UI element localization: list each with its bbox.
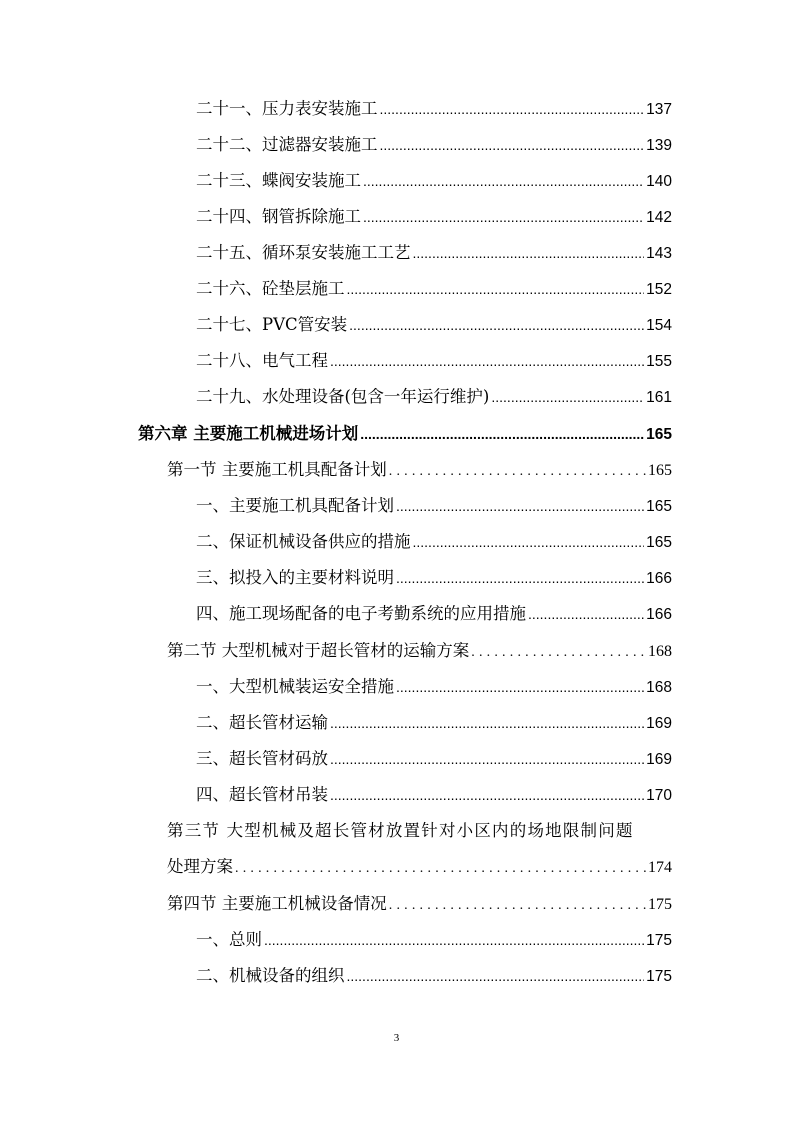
toc-entry-page: 165 (646, 498, 672, 515)
toc-entry-page: 168 (646, 679, 672, 696)
dot-leader (471, 638, 646, 668)
toc-entry[interactable] (196, 563, 672, 593)
toc-entry-page: 140 (646, 173, 672, 190)
toc-entry[interactable] (196, 780, 672, 810)
toc-entry[interactable] (196, 491, 672, 521)
toc-entry-title: 第一节 主要施工机具配备计划 (167, 460, 387, 479)
dot-leader (330, 744, 644, 774)
toc-entry-title: 二十九、水处理设备(包含一年运行维护) (196, 387, 490, 406)
toc-section[interactable] (167, 636, 672, 666)
toc-entry-page: 137 (646, 101, 672, 118)
toc-entry-page: 143 (646, 245, 672, 262)
toc-entry-title: 一、主要施工机具配备计划 (196, 496, 394, 515)
toc-entry[interactable] (196, 130, 672, 160)
dot-leader (347, 961, 645, 991)
toc-entry[interactable] (196, 672, 672, 702)
dot-leader (389, 891, 646, 921)
toc-entry-title: 第六章 主要施工机械进场计划 (138, 424, 359, 443)
toc-entry-page: 142 (646, 209, 672, 226)
toc-entry-title: 一、大型机械装运安全措施 (196, 677, 394, 696)
dot-leader (396, 563, 644, 593)
toc-entry-page: 165 (646, 534, 672, 551)
dot-leader (389, 457, 646, 487)
dot-leader (330, 780, 644, 810)
dot-leader (347, 274, 645, 304)
toc-entry-title: 四、超长管材吊装 (196, 785, 328, 804)
toc-entry-page: 154 (646, 317, 672, 334)
dot-leader (528, 599, 644, 629)
toc-entry[interactable] (196, 202, 672, 232)
dot-leader (413, 527, 645, 557)
toc-entry-title: 二十二、过滤器安装施工 (196, 135, 378, 154)
toc-entry-page: 166 (646, 606, 672, 623)
toc-entry-page: 169 (646, 715, 672, 732)
toc-entry[interactable] (196, 310, 672, 340)
toc-entry[interactable] (196, 274, 672, 304)
toc-section[interactable] (167, 889, 672, 919)
toc-entry-page: 175 (648, 896, 672, 913)
toc-entry[interactable] (196, 708, 672, 738)
toc-section[interactable] (167, 455, 672, 485)
toc-entry-title: 二十四、钢管拆除施工 (196, 207, 361, 226)
toc-entry-title: 第二节 大型机械对于超长管材的运输方案 (167, 641, 470, 660)
toc-entry[interactable] (196, 961, 672, 991)
toc-entry-page: 175 (646, 968, 672, 985)
toc-entry[interactable] (196, 238, 672, 268)
toc-entry[interactable] (196, 599, 672, 629)
toc-entry-title: 一、总则 (196, 930, 262, 949)
dot-leader (264, 925, 644, 955)
toc-entry-page: 175 (646, 932, 672, 949)
toc-entry-title: 三、拟投入的主要材料说明 (196, 568, 394, 587)
toc-entry-title: 二十五、循环泵安装施工工艺 (196, 243, 411, 262)
toc-entry-title: 二十六、砼垫层施工 (196, 279, 345, 298)
toc-entry[interactable] (196, 744, 672, 774)
toc-entry[interactable] (196, 925, 672, 955)
toc-entry-title: 二十八、电气工程 (196, 351, 328, 370)
toc-entry-title: 二、超长管材运输 (196, 713, 328, 732)
toc-entry-page: 170 (646, 787, 672, 804)
toc-section-title-line[interactable]: 第三节 大型机械及超长管材放置针对小区内的场地限制问题 (167, 821, 634, 840)
toc-entry[interactable] (196, 94, 672, 124)
toc-entry-page: 165 (646, 426, 672, 443)
toc-entry-page: 169 (646, 751, 672, 768)
dot-leader (491, 382, 644, 412)
toc-entry-title: 二、机械设备的组织 (196, 966, 345, 985)
toc-entry-page: 139 (646, 137, 672, 154)
toc-entry-page: 161 (646, 389, 672, 406)
dot-leader (363, 202, 644, 232)
dot-leader (380, 130, 645, 160)
dot-leader (413, 238, 645, 268)
dot-leader (396, 672, 644, 702)
toc-entry[interactable] (196, 382, 672, 412)
dot-leader (330, 346, 644, 376)
dot-leader (349, 310, 644, 340)
toc-entry-page: 168 (648, 643, 672, 660)
toc-entry-title: 二十一、压力表安装施工 (196, 99, 378, 118)
toc-entry[interactable] (196, 346, 672, 376)
toc-entry-title: 三、超长管材码放 (196, 749, 328, 768)
toc-entry[interactable] (196, 166, 672, 196)
toc-entry-page: 165 (648, 462, 672, 479)
toc-section[interactable] (167, 852, 672, 882)
toc-entry-page: 166 (646, 570, 672, 587)
toc-entry-title: 二十三、蝶阀安装施工 (196, 171, 361, 190)
page-number: 3 (393, 1032, 400, 1044)
toc-chapter[interactable] (138, 419, 672, 449)
toc-entry-title: 二十七、PVC管安装 (196, 315, 348, 334)
toc-entry-page: 155 (646, 353, 672, 370)
toc-entry-title: 第四节 主要施工机械设备情况 (167, 894, 387, 913)
dot-leader (396, 491, 644, 521)
toc-entry[interactable] (196, 527, 672, 557)
toc-entry-page: 174 (648, 859, 672, 876)
toc-entry-title: 二、保证机械设备供应的措施 (196, 532, 411, 551)
dot-leader (380, 94, 645, 124)
toc-entry-title: 四、施工现场配备的电子考勤系统的应用措施 (196, 604, 526, 623)
dot-leader (330, 708, 644, 738)
toc-entry-page: 152 (646, 281, 672, 298)
dot-leader (235, 854, 646, 884)
toc-entry-title: 处理方案 (167, 857, 233, 876)
dot-leader (360, 419, 644, 449)
dot-leader (363, 166, 644, 196)
